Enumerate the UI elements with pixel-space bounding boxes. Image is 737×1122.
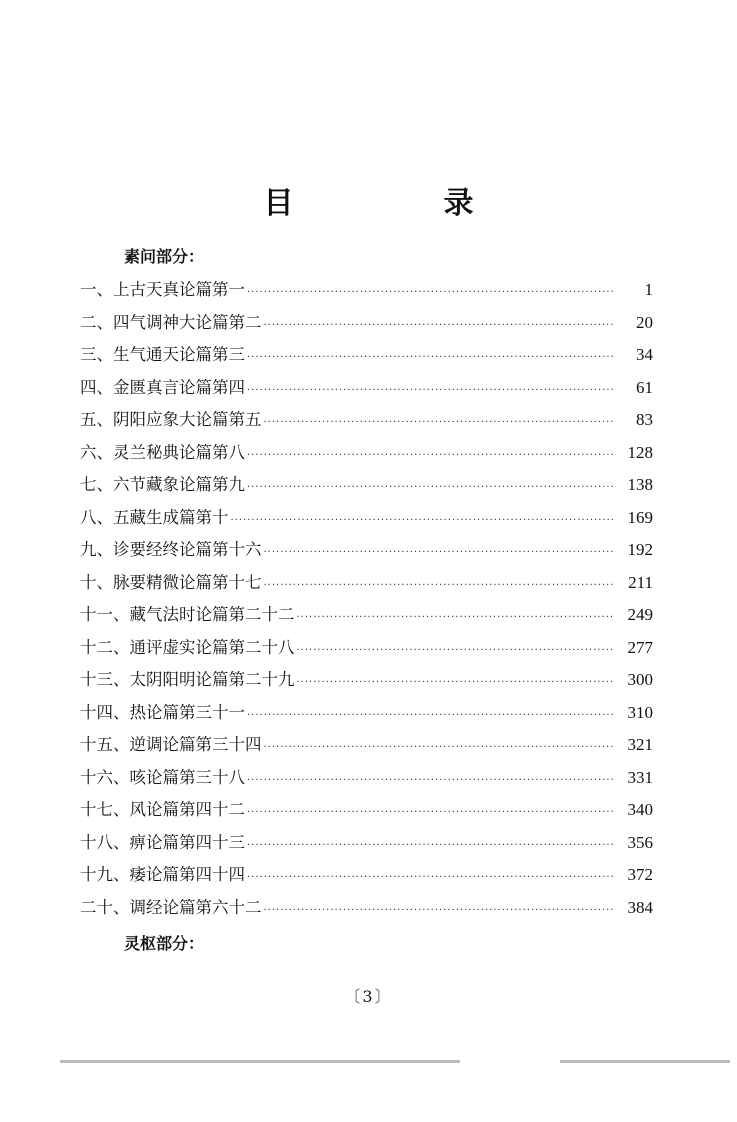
toc-entry [80, 374, 653, 407]
dot-leader [231, 507, 616, 535]
toc-entry [80, 536, 653, 569]
toc-entry [80, 406, 653, 439]
dot-leader [297, 637, 616, 665]
dot-leader [264, 572, 616, 600]
toc-entry-page: 384 [627, 897, 653, 917]
toc-entry-title: 二、四气调神大论篇第二 [80, 312, 262, 332]
toc-entry [80, 504, 653, 537]
dot-leader [264, 312, 616, 340]
toc-entry [80, 471, 653, 504]
dot-leader [247, 767, 615, 795]
dot-leader [297, 669, 616, 697]
dot-leader [264, 897, 616, 925]
toc-entry [80, 634, 653, 667]
toc-entry-title: 四、金匮真言论篇第四 [80, 377, 245, 397]
toc-entry-title: 十四、热论篇第三十一 [80, 702, 245, 722]
page-number: 〔3〕 [344, 987, 393, 1006]
dot-leader [247, 442, 615, 470]
toc-entry-title: 十八、痹论篇第四十三 [80, 832, 245, 852]
toc-entry-page: 300 [627, 670, 653, 689]
scan-artifact [60, 1060, 460, 1063]
toc-entry [80, 894, 653, 927]
toc-entry-title: 七、六节藏象论篇第九 [80, 475, 245, 494]
toc-entry [80, 699, 653, 732]
dot-leader [247, 377, 615, 405]
toc-entry-title: 十五、逆调论篇第三十四 [80, 735, 262, 754]
toc-entry-page: 61 [636, 377, 653, 397]
dot-leader [247, 832, 615, 860]
toc-entry-title: 五、阴阳应象大论篇第五 [80, 410, 262, 429]
toc-entry-title: 十三、太阴阳明论篇第二十九 [80, 670, 295, 689]
toc-entry-title: 十一、藏气法时论篇第二十二 [80, 605, 295, 624]
toc-entry [80, 276, 653, 309]
dot-leader [247, 344, 615, 372]
toc-entry-page: 128 [627, 442, 653, 462]
toc-entry [80, 569, 653, 602]
dot-leader [264, 539, 616, 567]
toc-entry-page: 372 [627, 865, 653, 884]
toc-list [80, 276, 653, 926]
dot-leader [247, 702, 615, 730]
toc-entry [80, 764, 653, 797]
toc-entry-title: 十七、风论篇第四十二 [80, 800, 245, 819]
toc-entry-page: 1 [644, 280, 653, 299]
toc-entry-title: 二十、调经论篇第六十二 [80, 897, 262, 917]
toc-entry-page: 277 [627, 637, 653, 657]
dot-leader [297, 604, 616, 632]
toc-entry-page: 249 [627, 605, 653, 624]
toc-entry [80, 861, 653, 894]
toc-entry-title: 十六、咳论篇第三十八 [80, 767, 245, 787]
dot-leader [264, 734, 616, 762]
toc-entry-page: 310 [627, 702, 653, 722]
toc-entry-page: 331 [627, 767, 653, 787]
toc-entry-title: 十二、通评虚实论篇第二十八 [80, 637, 295, 657]
dot-leader [264, 409, 616, 437]
scan-artifact [560, 1060, 730, 1063]
toc-entry-page: 138 [627, 475, 653, 494]
section-heading-suwen: 素问部分： [124, 247, 205, 266]
toc-entry [80, 731, 653, 764]
toc-entry [80, 309, 653, 342]
toc-entry-page: 34 [636, 345, 653, 364]
toc-entry-title: 六、灵兰秘典论篇第八 [80, 442, 245, 462]
toc-entry [80, 829, 653, 862]
toc-entry-page: 83 [636, 410, 653, 429]
toc-entry [80, 439, 653, 472]
dot-leader [247, 279, 615, 307]
dot-leader [247, 864, 615, 892]
toc-entry-page: 211 [628, 572, 653, 592]
toc-entry-title: 八、五藏生成篇第十 [80, 507, 229, 527]
toc-entry-page: 321 [627, 735, 653, 754]
toc-entry-title: 十、脉要精微论篇第十七 [80, 572, 262, 592]
dot-leader [247, 799, 615, 827]
toc-entry-page: 192 [627, 540, 653, 559]
toc-entry-title: 九、诊要经终论篇第十六 [80, 540, 262, 559]
toc-entry [80, 341, 653, 374]
section-heading-lingshu: 灵枢部分： [124, 934, 205, 953]
toc-entry-title: 一、上古天真论篇第一 [80, 280, 245, 299]
toc-entry [80, 666, 653, 699]
toc-entry-title: 十九、痿论篇第四十四 [80, 865, 245, 884]
page-title: 目 录 [263, 186, 534, 221]
toc-entry-page: 340 [627, 800, 653, 819]
toc-entry-page: 169 [627, 507, 653, 527]
toc-entry [80, 796, 653, 829]
toc-entry-page: 20 [636, 312, 653, 332]
dot-leader [247, 474, 615, 502]
toc-entry [80, 601, 653, 634]
toc-entry-page: 356 [627, 832, 653, 852]
toc-entry-title: 三、生气通天论篇第三 [80, 345, 245, 364]
